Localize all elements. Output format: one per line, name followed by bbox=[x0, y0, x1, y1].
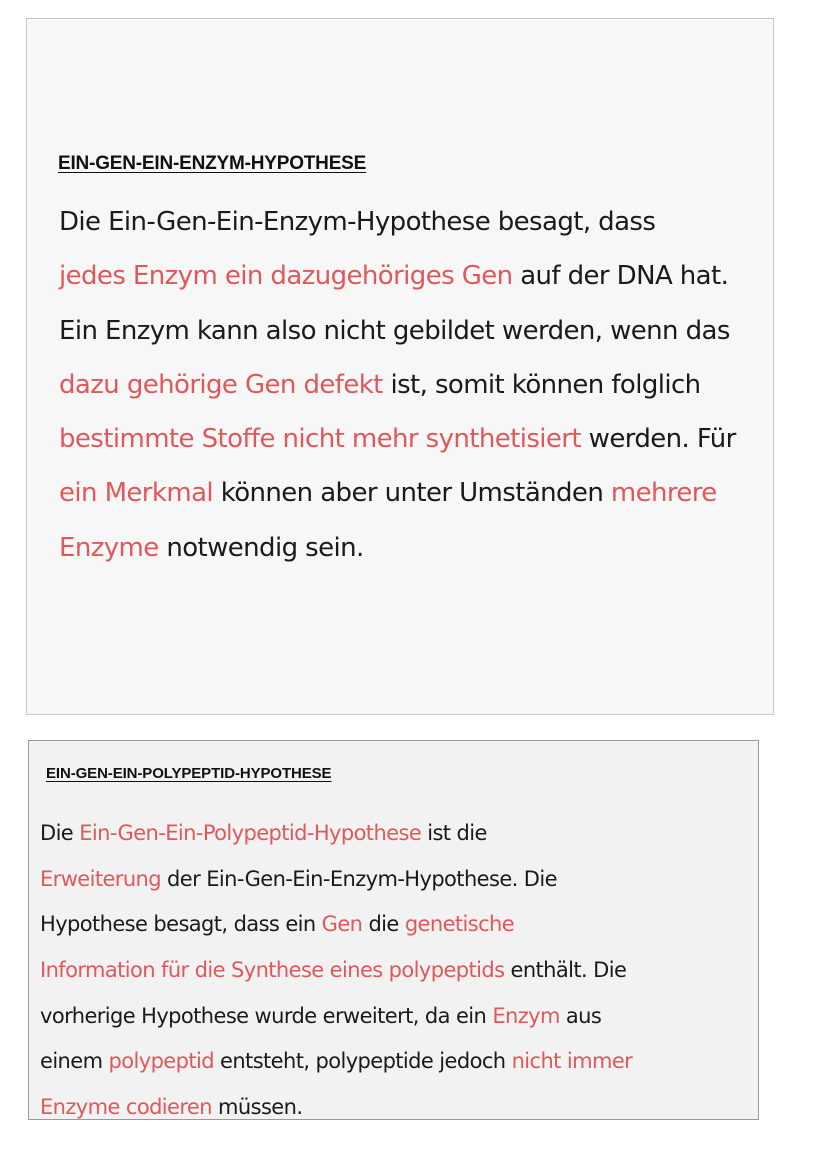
highlighted-term: dazu gehörige Gen defekt bbox=[59, 369, 383, 400]
text-run: ist die bbox=[421, 821, 487, 845]
text-run: werden. Für bbox=[580, 424, 736, 455]
text-line bbox=[40, 1039, 740, 1085]
text-line bbox=[40, 902, 740, 948]
text-run: Die Ein-Gen-Ein-Enzym-Hypothese besagt, dass bbox=[59, 207, 656, 237]
text-run: ist, somit können folglich bbox=[382, 369, 701, 400]
highlighted-term: Enzyme codieren bbox=[40, 1095, 212, 1120]
highlighted-term: Information für die Synthese eines polypeptids bbox=[40, 958, 505, 983]
text-line bbox=[40, 948, 740, 994]
highlighted-term: polypeptid bbox=[108, 1049, 214, 1074]
highlighted-term: mehrere bbox=[610, 478, 717, 509]
highlighted-term: Gen bbox=[321, 912, 363, 937]
highlighted-term: genetische bbox=[404, 912, 515, 937]
text-run: Hypothese besagt, dass ein bbox=[40, 912, 322, 937]
highlighted-term: Erweiterung bbox=[40, 866, 161, 891]
highlighted-term: Enzym bbox=[492, 1003, 560, 1028]
text-line bbox=[40, 857, 740, 903]
text-run: enthält. Die bbox=[504, 958, 627, 983]
text-line bbox=[59, 466, 759, 520]
text-line bbox=[59, 304, 759, 358]
polypeptide-hypothesis-card bbox=[28, 740, 759, 1120]
text-line bbox=[40, 811, 740, 857]
polypeptide-hypothesis-text bbox=[40, 811, 740, 1131]
highlighted-term: jedes Enzym ein dazugehöriges Gen bbox=[59, 261, 513, 292]
text-run: vorherige Hypothese wurde erweitert, da ein bbox=[40, 1003, 493, 1028]
highlighted-term: nicht immer bbox=[511, 1049, 633, 1074]
text-line bbox=[40, 994, 740, 1040]
highlighted-term: bestimmte Stoffe nicht mehr synthetisiert bbox=[59, 424, 581, 455]
text-line bbox=[59, 249, 759, 303]
enzyme-hypothesis-card bbox=[26, 18, 774, 715]
text-run: Ein Enzym kann also nicht gebildet werden, wenn das bbox=[59, 315, 730, 346]
text-run: können aber unter Umständen bbox=[213, 478, 611, 509]
text-run: aus bbox=[559, 1003, 602, 1028]
text-run: notwendig sein. bbox=[158, 532, 364, 563]
polypeptide-hypothesis-title: EIN-GEN-EIN-POLYPEPTID-HYPOTHESE bbox=[46, 765, 332, 782]
text-line bbox=[40, 1085, 740, 1131]
enzyme-hypothesis-text bbox=[59, 195, 759, 575]
text-run: entsteht, polypeptide jedoch bbox=[213, 1049, 512, 1074]
text-line bbox=[59, 521, 759, 575]
text-line bbox=[59, 195, 759, 249]
text-run: auf der DNA hat. bbox=[512, 261, 729, 292]
text-run: die bbox=[362, 912, 405, 937]
text-run: einem bbox=[40, 1049, 109, 1074]
text-line bbox=[59, 358, 759, 412]
enzyme-hypothesis-title: EIN-GEN-EIN-ENZYM-HYPOTHESE bbox=[58, 153, 367, 174]
text-line bbox=[59, 412, 759, 466]
text-run: der Ein-Gen-Ein-Enzym-Hypothese. Die bbox=[160, 866, 557, 891]
highlighted-term: Enzyme bbox=[59, 532, 159, 563]
text-run: Die bbox=[40, 821, 80, 845]
highlighted-term: ein Merkmal bbox=[59, 478, 214, 509]
text-run: müssen. bbox=[211, 1095, 303, 1120]
highlighted-term: Ein-Gen-Ein-Polypeptid-Hypothese bbox=[79, 821, 422, 845]
